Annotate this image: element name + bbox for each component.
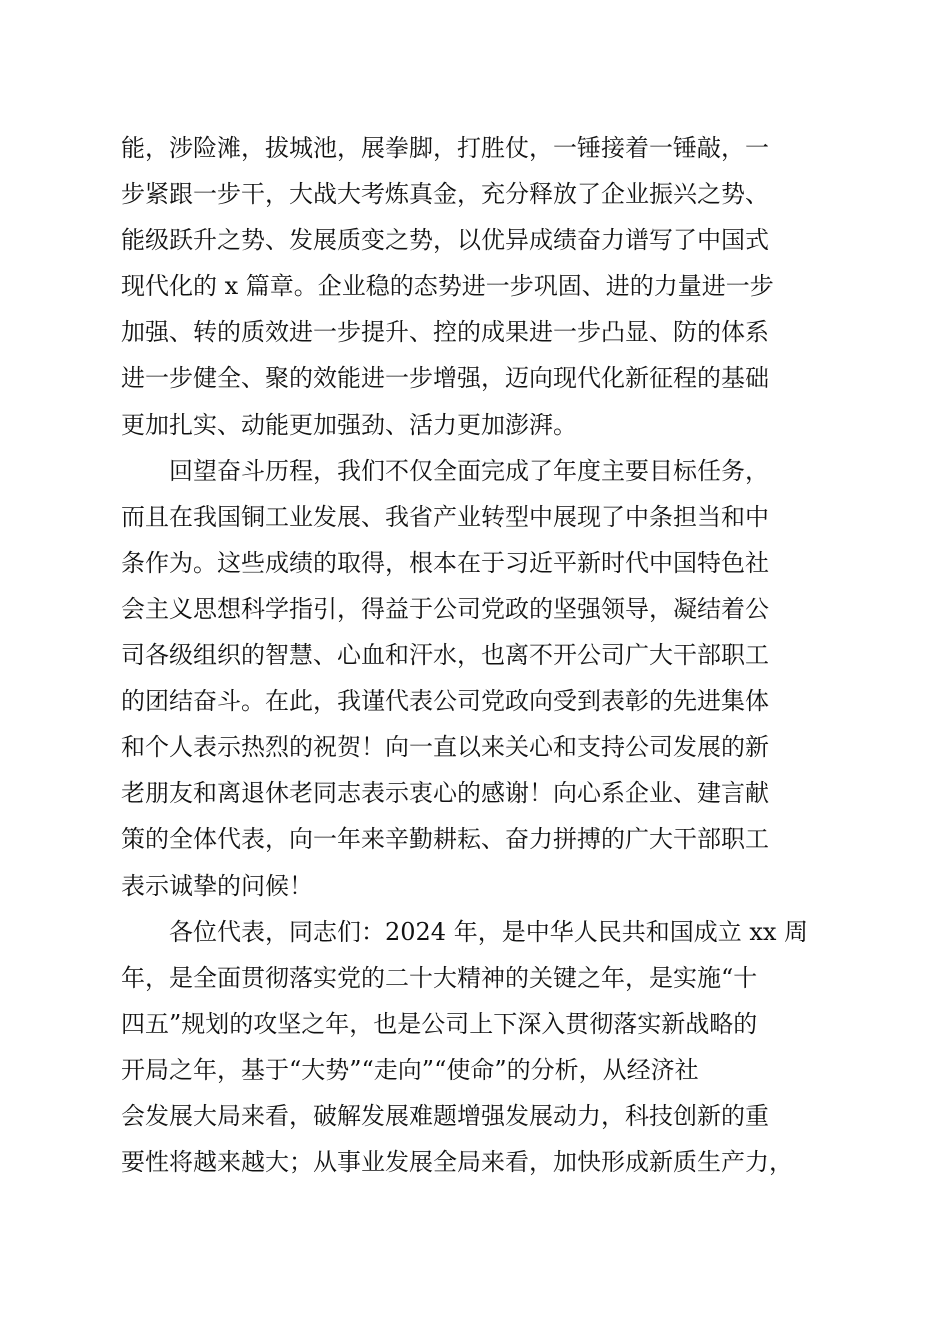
document-body <box>121 125 833 1185</box>
text-line: 而且在我国铜工业发展、我省产业转型中展现了中条担当和中 <box>121 502 769 531</box>
paragraph-first-line: 回望奋斗历程，我们不仅全面完成了年度主要目标任务， <box>169 456 769 485</box>
text-line: 能，涉险滩，拔城池，展拳脚，打胜仗，一锤接着一锤敲，一 <box>121 134 769 162</box>
text-line: 的团结奋斗。在此，我谨代表公司党政向受到表彰的先进集体 <box>121 687 769 716</box>
text-line: 会发展大局来看，破解发展难题增强发展动力，科技创新的重 <box>121 1101 769 1130</box>
text-line: 现代化的 x 篇章。企业稳的态势进一步巩固、进的力量进一步 <box>121 272 774 301</box>
paragraph-first-line: 各位代表，同志们：2024 年，是中华人民共和国成立 xx 周 <box>169 917 809 946</box>
text-line: 司各级组织的智慧、心血和汗水，也离不开公司广大干部职工 <box>121 641 769 670</box>
text-line: 四五”规划的攻坚之年，也是公司上下深入贯彻落实新战略的 <box>121 1009 758 1038</box>
text-line: 步紧跟一步干，大战大考炼真金，充分释放了企业振兴之势、 <box>121 180 769 209</box>
text-line: 策的全体代表，向一年来辛勤耕耘、奋力拼搏的广大干部职工 <box>121 825 769 854</box>
text-line: 进一步健全、聚的效能进一步增强，迈向现代化新征程的基础 <box>121 364 769 393</box>
text-line: 表示诚挚的问候！ <box>121 871 313 900</box>
text-line: 开局之年，基于“大势”“走向”“使命”的分析，从经济社 <box>121 1055 699 1084</box>
text-line: 更加扎实、动能更加强劲、活力更加澎湃。 <box>121 410 577 439</box>
text-line: 会主义思想科学指引，得益于公司党政的坚强领导，凝结着公 <box>121 594 769 623</box>
text-line: 老朋友和离退休老同志表示衷心的感谢！向心系企业、建言献 <box>121 779 769 808</box>
text-line: 和个人表示热烈的祝贺！向一直以来关心和支持公司发展的新 <box>121 733 769 762</box>
text-line: 能级跃升之势、发展质变之势，以优异成绩奋力谱写了中国式 <box>121 226 769 255</box>
text-line: 加强、转的质效进一步提升、控的成果进一步凸显、防的体系 <box>121 318 769 347</box>
text-line: 年，是全面贯彻落实党的二十大精神的关键之年，是实施“十 <box>121 963 758 992</box>
text-line: 条作为。这些成绩的取得，根本在于习近平新时代中国特色社 <box>121 548 769 577</box>
text-line: 要性将越来越大；从事业发展全局来看，加快形成新质生产力， <box>121 1148 793 1177</box>
